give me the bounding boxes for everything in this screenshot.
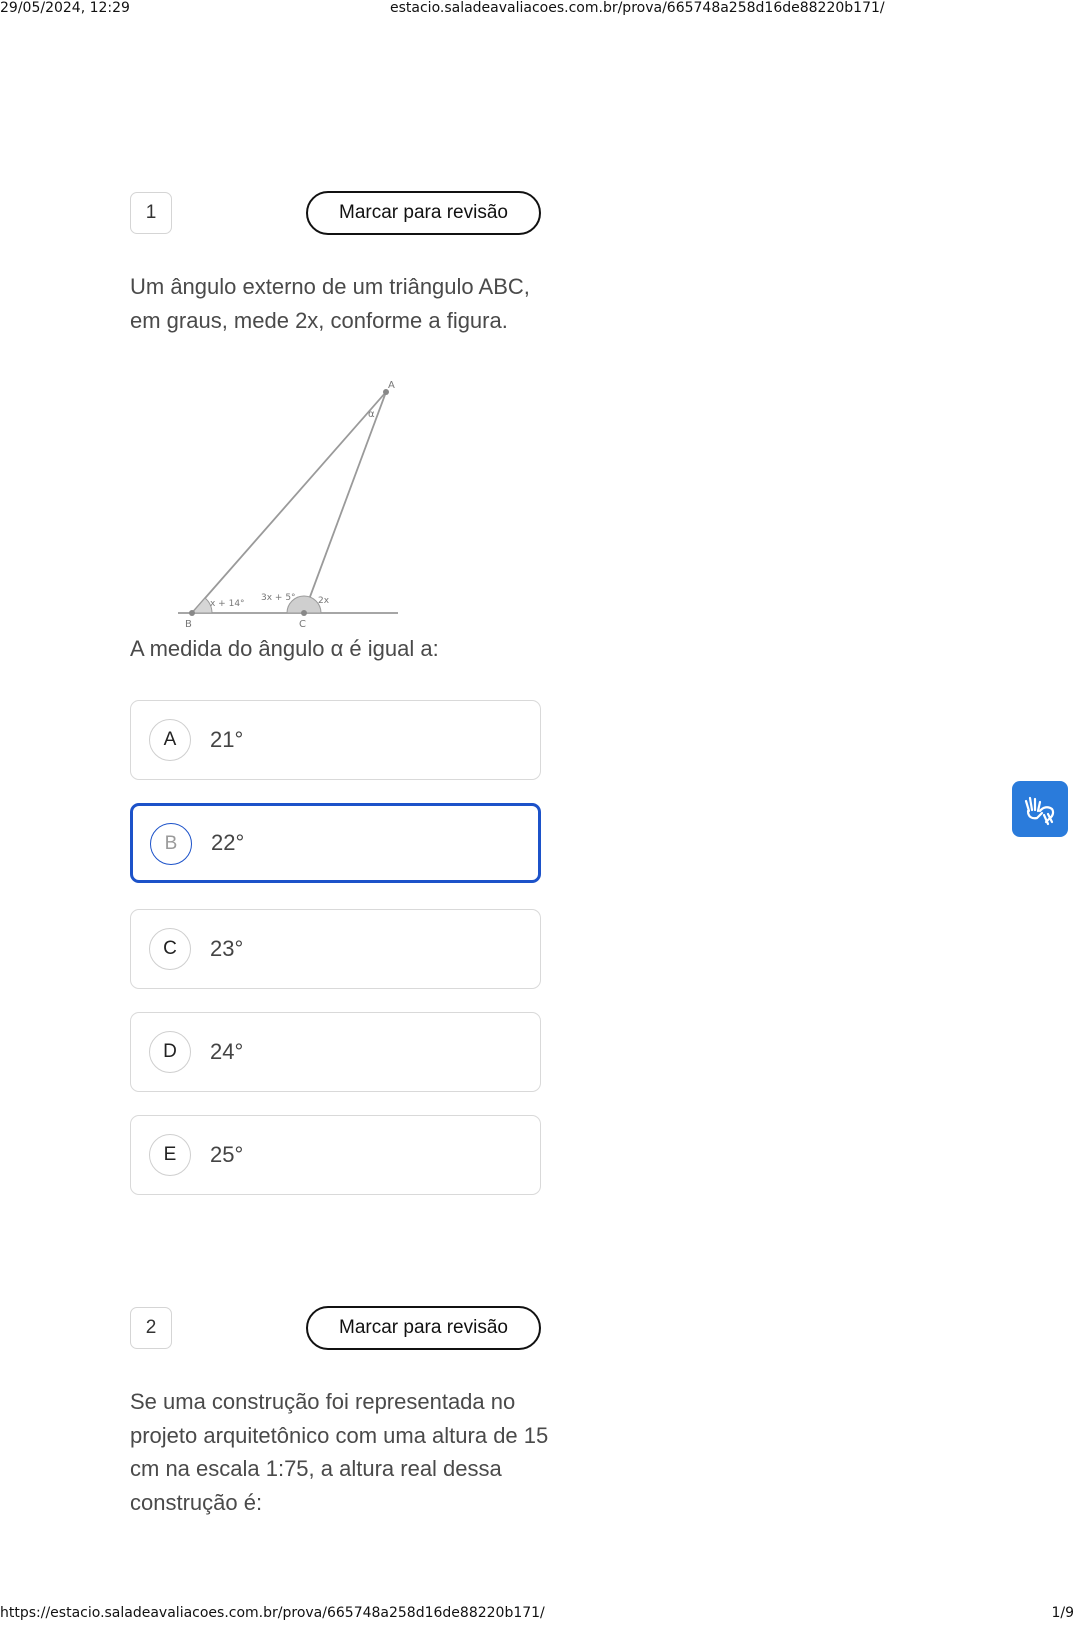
- print-footer: [0, 1605, 1088, 1621]
- vertex-c-label: C: [299, 619, 306, 630]
- question-1-statement: Um ângulo externo de um triângulo ABC, em graus, mede 2x, conforme a figura.: [130, 274, 530, 333]
- option-d[interactable]: [130, 1012, 541, 1092]
- option-c[interactable]: [130, 909, 541, 989]
- triangle-figure: [170, 375, 410, 635]
- option-e[interactable]: [130, 1115, 541, 1195]
- question-number-1: 1: [130, 192, 172, 234]
- angle-c-label: 3x + 5°: [261, 593, 296, 603]
- vertex-b-label: B: [185, 619, 192, 630]
- option-b[interactable]: [130, 803, 541, 883]
- print-footer-url: https://estacio.saladeavaliacoes.com.br/prova/665748a258d16de88220b171/: [0, 1605, 545, 1621]
- option-value-d: 24°: [210, 1038, 244, 1064]
- option-letter-c: C: [149, 928, 191, 970]
- sign-language-hands-icon: [1022, 791, 1058, 827]
- question-2-statement: Se uma construção foi representada no projeto arquitetônico com uma altura de 15 cm na escala 1:75, a altura real dessa construção é:: [130, 1389, 549, 1515]
- print-datetime: 29/05/2024, 12:29: [0, 0, 130, 16]
- mark-for-review-button-2[interactable]: Marcar para revisão: [306, 1306, 541, 1350]
- print-page-number: 1/9: [1051, 1605, 1074, 1621]
- option-value-e: 25°: [210, 1141, 244, 1167]
- option-letter-e: E: [149, 1134, 191, 1176]
- option-letter-d: D: [149, 1031, 191, 1073]
- sign-language-button[interactable]: [1012, 781, 1068, 837]
- option-letter-a: A: [149, 719, 191, 761]
- option-value-c: 23°: [210, 935, 244, 961]
- print-header-url: estacio.saladeavaliacoes.com.br/prova/665748a258d16de88220b171/: [390, 0, 885, 16]
- exterior-angle-label: 2x: [318, 596, 330, 606]
- option-value-a: 21°: [210, 726, 244, 752]
- question-1-prompt: A medida do ângulo α é igual a:: [130, 636, 439, 661]
- angle-alpha-label: α: [368, 409, 375, 420]
- option-value-b: 22°: [211, 830, 245, 855]
- option-a[interactable]: [130, 700, 541, 780]
- angle-b-label: x + 14°: [210, 599, 245, 609]
- question-number-2: 2: [130, 1307, 172, 1349]
- vertex-a-label: A: [388, 380, 395, 391]
- print-header: [0, 0, 1088, 16]
- option-letter-b: B: [150, 823, 192, 865]
- mark-for-review-button-1[interactable]: Marcar para revisão: [306, 191, 541, 235]
